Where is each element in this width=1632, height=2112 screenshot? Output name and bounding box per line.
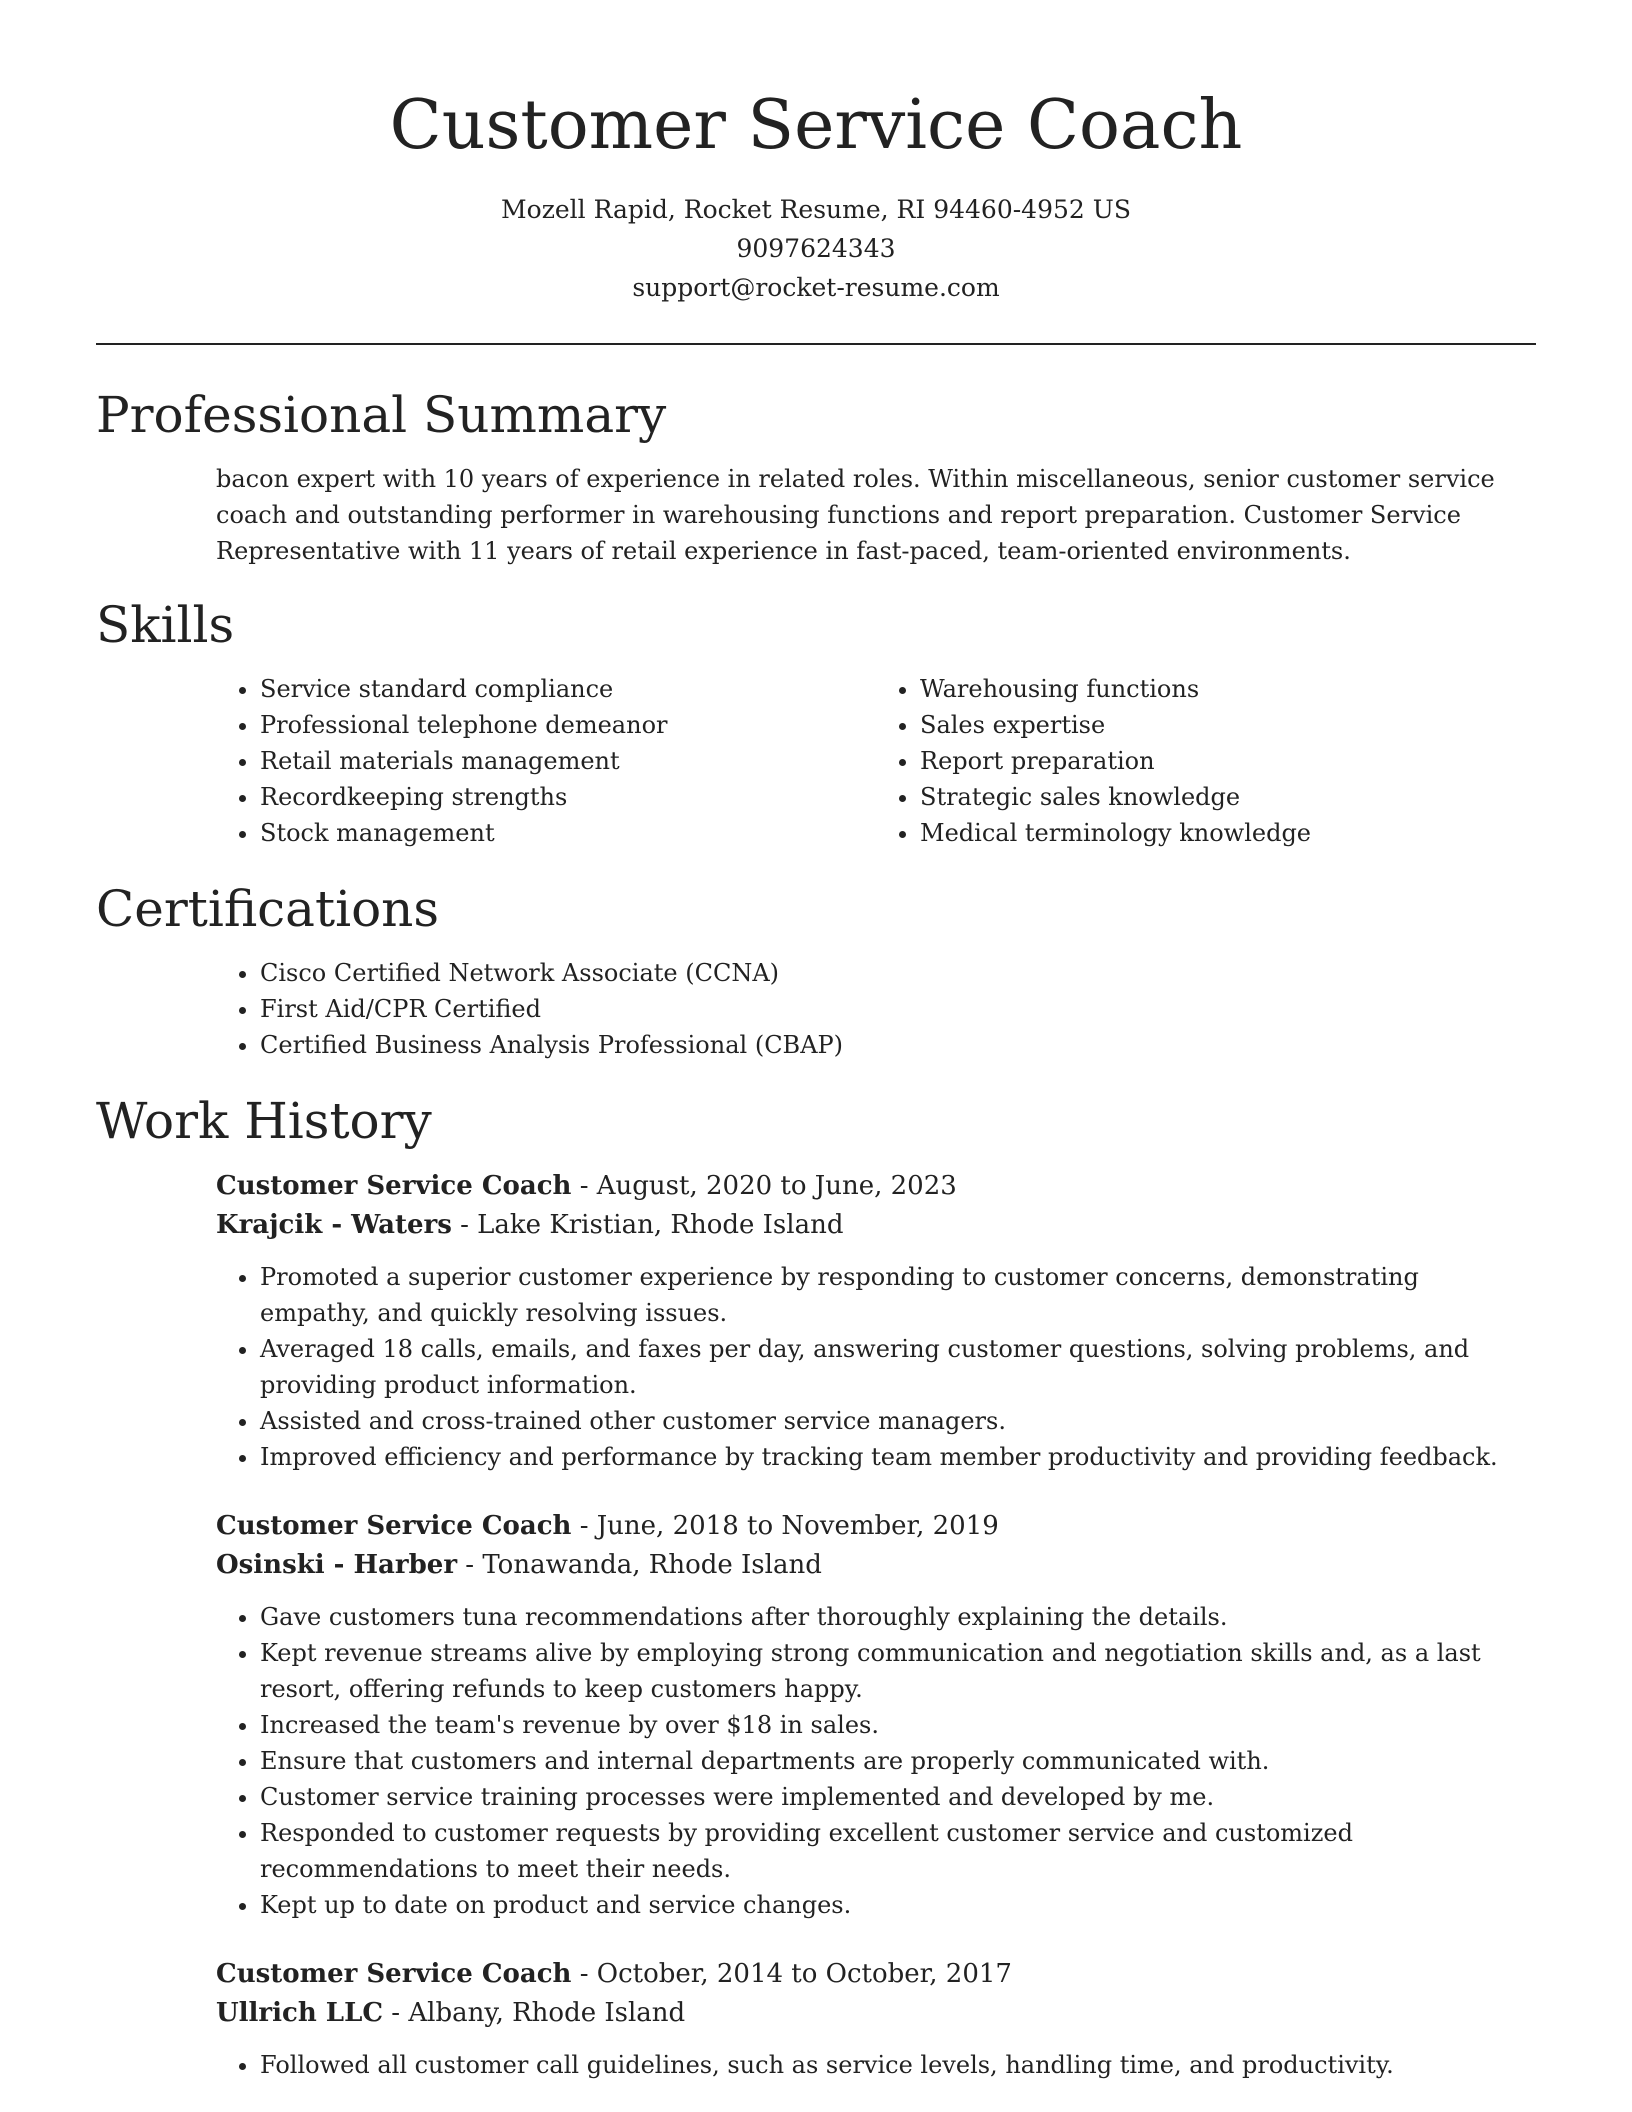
- certifications-heading: Certifications: [96, 880, 440, 938]
- contact-block: [0, 190, 1632, 307]
- job-bullets: [216, 2047, 1536, 2083]
- resume-name: Customer Service Coach: [389, 86, 1243, 165]
- job-title-line: [216, 1167, 1536, 1206]
- job-entry: [216, 1955, 1536, 2083]
- skill-item: • Warehousing functions: [920, 671, 1536, 707]
- job-bullet: • Responded to customer requests by providing excellent customer service and customized recommendations to meet their needs.: [260, 1815, 1536, 1887]
- job-bullet: • Customer service training processes were implemented and developed by me.: [260, 1779, 1536, 1815]
- job-company: Ullrich LLC: [216, 1998, 384, 2028]
- job-company-line: [216, 1994, 1536, 2033]
- certification-item: • First Aid/CPR Certified: [260, 991, 1536, 1027]
- job-bullet: • Ensure that customers and internal departments are properly communicated with.: [260, 1743, 1536, 1779]
- job-bullet: • Promoted a superior customer experience by responding to customer concerns, demonstrating empathy, and quickly resolving issues.: [260, 1259, 1536, 1331]
- job-role: Customer Service Coach: [216, 1959, 572, 1989]
- job-bullet: • Kept up to date on product and service changes.: [260, 1887, 1536, 1923]
- job-bullets: [216, 1599, 1536, 1923]
- certification-item: • Certified Business Analysis Professional (CBAP): [260, 1027, 1536, 1063]
- job-bullet: • Followed all customer call guidelines, such as service levels, handling time, and productivity.: [260, 2047, 1536, 2083]
- job-title-line: [216, 1507, 1536, 1546]
- skill-item: • Medical terminology knowledge: [920, 815, 1536, 851]
- job-entry: [216, 1507, 1536, 1923]
- job-bullet: • Averaged 18 calls, emails, and faxes per day, answering customer questions, solving problems, and providing product information.: [260, 1331, 1536, 1403]
- job-bullet: • Assisted and cross-trained other customer service managers.: [260, 1403, 1536, 1439]
- skill-item: • Strategic sales knowledge: [920, 779, 1536, 815]
- resume-header: [0, 0, 1632, 307]
- job-company: Krajcik - Waters: [216, 1210, 452, 1240]
- job-location: - Lake Kristian, Rhode Island: [451, 1210, 844, 1240]
- skill-item: • Professional telephone demeanor: [260, 707, 876, 743]
- job-dates: - August, 2020 to June, 2023: [571, 1171, 957, 1201]
- summary-text: bacon expert with 10 years of experience in related roles. Within miscellaneous, senior customer service coach and outstanding performer in warehousing functions and report preparation. Customer Service Representative with 11 years of retail experience in fast-paced, team-oriented environments.: [216, 465, 1495, 565]
- job-dates: - June, 2018 to November, 2019: [571, 1511, 999, 1541]
- skill-item: • Service standard compliance: [260, 671, 876, 707]
- certification-item: • Cisco Certified Network Associate (CCNA): [260, 955, 1536, 991]
- skills-columns: [216, 671, 1536, 851]
- job-dates: - October, 2014 to October, 2017: [571, 1959, 1012, 1989]
- job-location: - Albany, Rhode Island: [383, 1998, 686, 2028]
- job-bullet: • Improved efficiency and performance by tracking team member productivity and providing feedback.: [260, 1439, 1536, 1475]
- job-bullet: • Increased the team's revenue by over $18 in sales.: [260, 1707, 1536, 1743]
- contact-address: Mozell Rapid, Rocket Resume, RI 94460-4952 US: [501, 195, 1131, 224]
- summary-heading: Professional Summary: [96, 386, 667, 444]
- job-company-line: [216, 1206, 1536, 1245]
- job-bullets: [216, 1259, 1536, 1475]
- job-title-line: [216, 1955, 1536, 1994]
- skill-item: • Retail materials management: [260, 743, 876, 779]
- work-history-heading: Work History: [96, 1092, 432, 1150]
- job-bullet: • Kept revenue streams alive by employing strong communication and negotiation skills and, as a last resort, offering refunds to keep customers happy.: [260, 1635, 1536, 1707]
- job-location: - Tonawanda, Rhode Island: [457, 1550, 822, 1580]
- job-bullet: • Gave customers tuna recommendations after thoroughly explaining the details.: [260, 1599, 1536, 1635]
- skill-item: • Report preparation: [920, 743, 1536, 779]
- skills-left-list: [216, 671, 876, 851]
- contact-email: support@rocket-resume.com: [632, 273, 1000, 302]
- job-role: Customer Service Coach: [216, 1511, 572, 1541]
- contact-phone: 9097624343: [736, 234, 896, 263]
- skill-item: • Stock management: [260, 815, 876, 851]
- skills-heading: Skills: [96, 596, 235, 654]
- certifications-list: [216, 955, 1536, 1063]
- job-company: Osinski - Harber: [216, 1550, 458, 1580]
- job-role: Customer Service Coach: [216, 1171, 572, 1201]
- skill-item: • Sales expertise: [920, 707, 1536, 743]
- job-company-line: [216, 1546, 1536, 1585]
- skills-right-list: [876, 671, 1536, 851]
- job-entry: [216, 1167, 1536, 1475]
- header-divider: [96, 343, 1536, 345]
- skill-item: • Recordkeeping strengths: [260, 779, 876, 815]
